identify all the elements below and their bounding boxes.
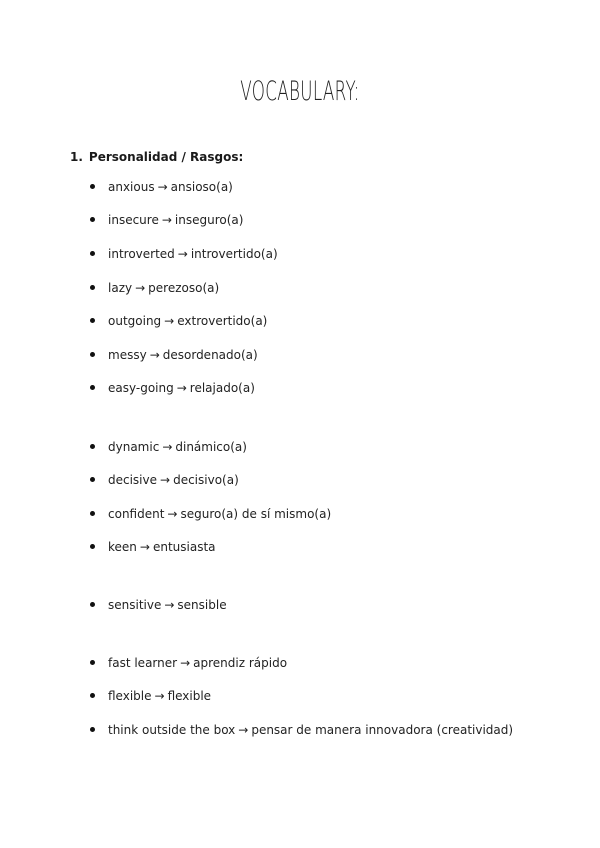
bullet-icon [90,602,95,607]
list-item [90,381,255,395]
term-english: dynamic [108,440,160,454]
bullet-icon [90,184,95,189]
arrow-icon: → [176,381,187,395]
arrow-icon: → [164,314,175,328]
term-spanish: inseguro(a) [174,213,244,227]
list-item [90,213,243,227]
bullet-icon [90,544,95,549]
arrow-icon: → [157,180,168,194]
arrow-icon: → [238,723,249,737]
list-item [90,598,227,612]
term-english: messy [108,348,147,362]
term-spanish: desordenado(a) [162,348,258,362]
bullet-icon [90,693,95,698]
bullet-icon [90,660,95,665]
list-item [90,180,233,194]
arrow-icon: → [167,507,178,521]
arrow-icon: → [162,440,173,454]
bullet-icon [90,511,95,516]
bullet-icon [90,727,95,732]
list-item [90,723,513,737]
list-item [90,473,239,487]
list-item [90,348,258,362]
term-english: insecure [108,213,159,227]
term-spanish: relajado(a) [189,381,255,395]
arrow-icon: → [154,689,165,703]
term-spanish: extrovertido(a) [177,314,268,328]
list-item [90,314,267,328]
term-spanish: flexible [167,689,212,703]
term-spanish: entusiasta [152,540,216,554]
arrow-icon: → [135,281,146,295]
section-title: Personalidad / Rasgos: [88,150,244,164]
bullet-icon [90,477,95,482]
term-english: lazy [108,281,133,295]
arrow-icon: → [149,348,160,362]
list-item [90,507,331,521]
term-english: easy-going [108,381,174,395]
term-english: introverted [108,247,175,261]
arrow-icon: → [139,540,150,554]
term-spanish: ansioso(a) [170,180,233,194]
term-spanish: perezoso(a) [148,281,220,295]
term-english: decisive [108,473,158,487]
term-spanish: sensible [177,598,227,612]
term-english: outgoing [108,314,162,328]
bullet-icon [90,285,95,290]
list-item [90,247,278,261]
bullet-icon [90,251,95,256]
arrow-icon: → [180,656,191,670]
list-item [90,689,211,703]
term-spanish: pensar de manera innovadora (creatividad) [251,723,514,737]
term-english: confident [108,507,165,521]
list-item [90,440,247,454]
arrow-icon: → [164,598,175,612]
list-item [90,540,216,554]
list-item [90,281,219,295]
bullet-icon [90,385,95,390]
term-english: flexible [108,689,152,703]
term-spanish: aprendiz rápido [193,656,288,670]
page-title: VOCABULARY: [240,76,360,107]
term-spanish: seguro(a) de sí mismo(a) [180,507,332,521]
arrow-icon: → [160,473,171,487]
term-spanish: decisivo(a) [173,473,239,487]
arrow-icon: → [161,213,172,227]
bullet-icon [90,352,95,357]
list-item [90,656,287,670]
bullet-icon [90,217,95,222]
term-english: keen [108,540,137,554]
section-number: 1. [70,150,83,164]
term-english: sensitive [108,598,162,612]
term-english: anxious [108,180,155,194]
term-spanish: introvertido(a) [190,247,278,261]
bullet-icon [90,318,95,323]
arrow-icon: → [177,247,188,261]
section-heading [70,150,243,164]
term-english: fast learner [108,656,178,670]
bullet-icon [90,444,95,449]
term-english: think outside the box [108,723,236,737]
term-spanish: dinámico(a) [175,440,247,454]
